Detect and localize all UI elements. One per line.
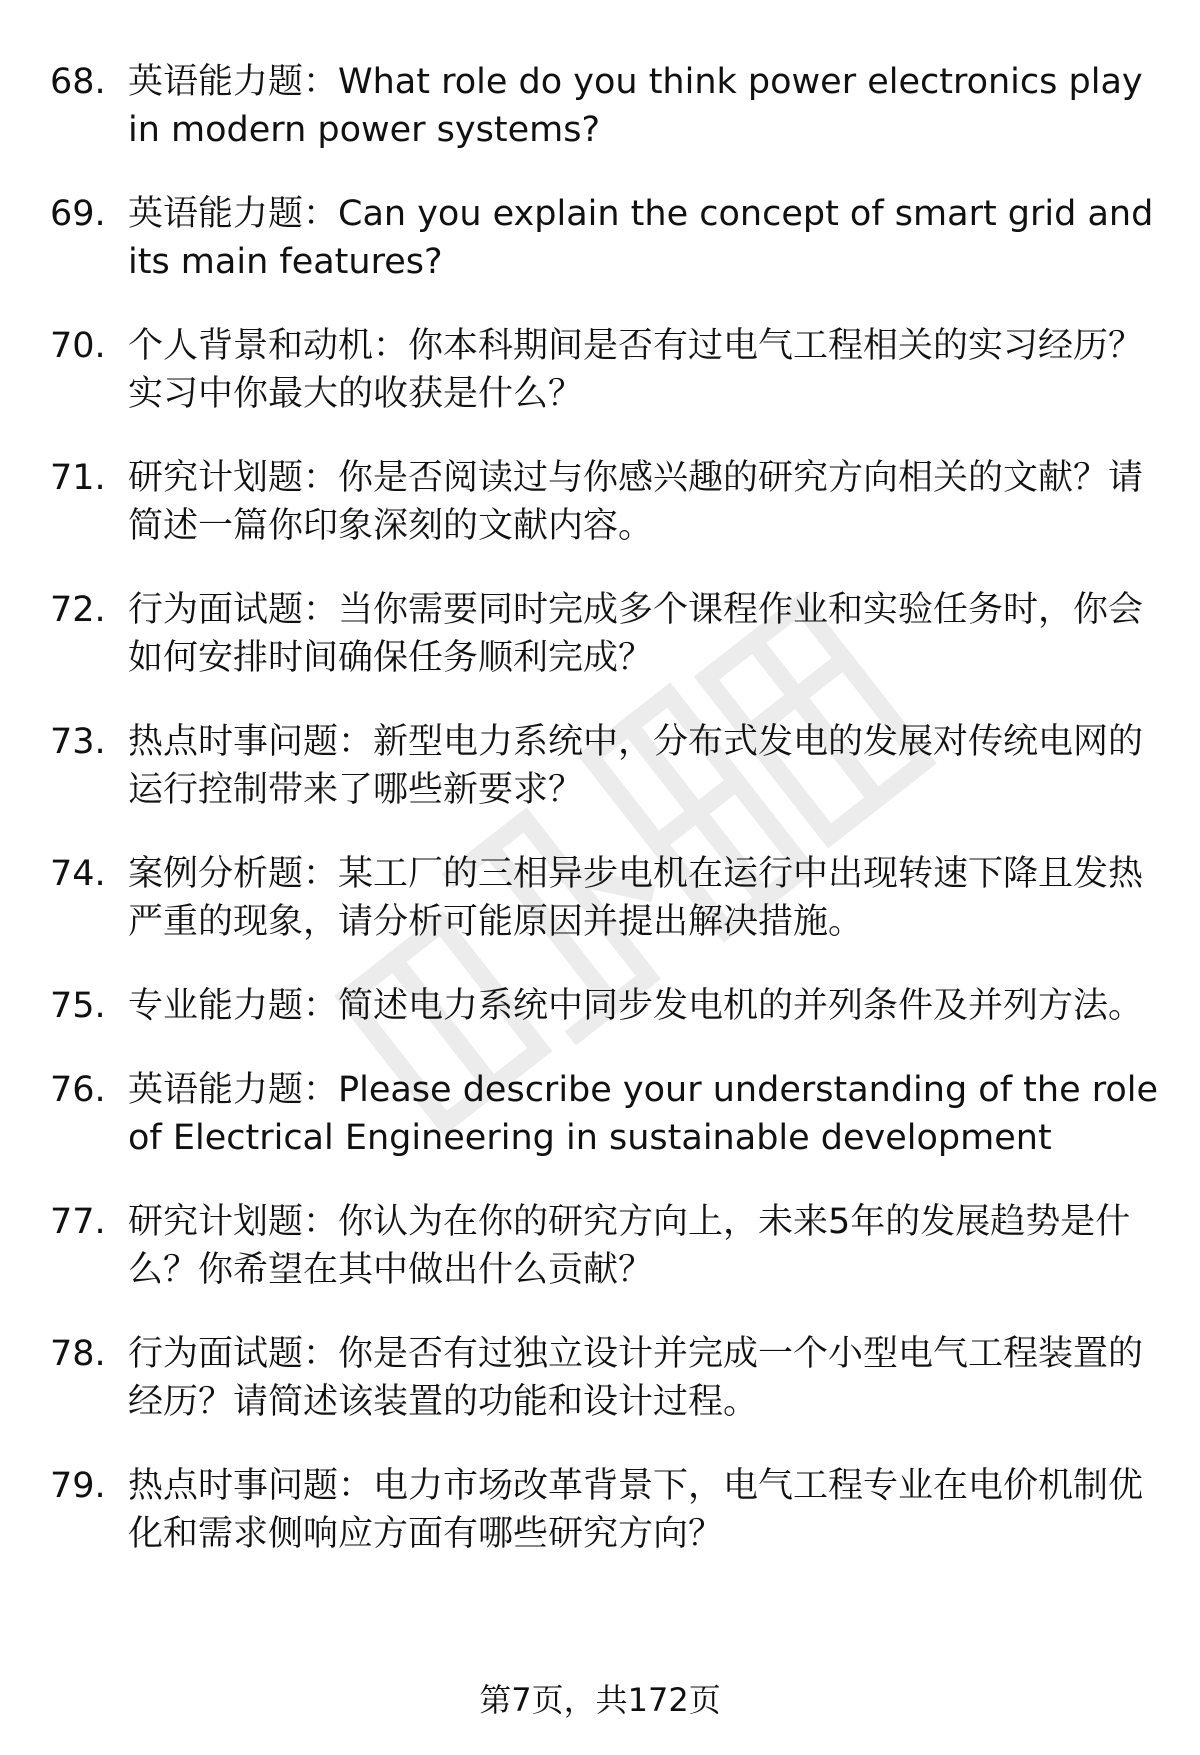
question-number: 79. <box>50 1466 106 1506</box>
question-number: 77. <box>50 1202 106 1242</box>
question-text: 案例分析题：某工厂的三相异步电机在运行中出现转速下降且发热严重的现象，请分析可能原因并提出解决措施。 <box>128 854 1144 942</box>
question-number: 71. <box>50 458 106 498</box>
question-item-76 <box>50 1066 1160 1162</box>
question-item-79 <box>50 1462 1160 1558</box>
question-number: 76. <box>50 1070 106 1110</box>
question-text: 个人背景和动机：你本科期间是否有过电气工程相关的实习经历？实习中你最大的收获是什么？ <box>128 326 1144 414</box>
question-number: 72. <box>50 590 106 630</box>
question-item-74 <box>50 850 1160 946</box>
question-text: 英语能力题：Can you explain the concept of smart grid and its main features? <box>128 194 1154 282</box>
question-item-70 <box>50 322 1160 418</box>
question-item-72 <box>50 586 1160 682</box>
question-text: 行为面试题：你是否有过独立设计并完成一个小型电气工程装置的经历？请简述该装置的功能和设计过程。 <box>128 1334 1144 1422</box>
question-item-77 <box>50 1198 1160 1294</box>
question-item-71 <box>50 454 1160 550</box>
question-text: 研究计划题：你认为在你的研究方向上，未来5年的发展趋势是什么？你希望在其中做出什么贡献？ <box>128 1202 1131 1290</box>
question-text: 英语能力题：What role do you think power electronics play in modern power systems? <box>128 62 1143 150</box>
question-list <box>50 58 1160 1594</box>
question-number: 69. <box>50 194 106 234</box>
question-item-78 <box>50 1330 1160 1426</box>
question-number: 68. <box>50 62 106 102</box>
page-footer: 第7页，共172页 <box>479 1681 721 1719</box>
question-number: 78. <box>50 1334 106 1374</box>
question-item-68 <box>50 58 1160 154</box>
question-number: 74. <box>50 854 106 894</box>
question-text: 专业能力题：简述电力系统中同步发电机的并列条件及并列方法。 <box>128 986 1144 1026</box>
question-item-69 <box>50 190 1160 286</box>
question-item-73 <box>50 718 1160 814</box>
question-number: 73. <box>50 722 106 762</box>
question-text: 研究计划题：你是否阅读过与你感兴趣的研究方向相关的文献？请简述一篇你印象深刻的文献内容。 <box>128 458 1144 546</box>
question-text: 热点时事问题：新型电力系统中，分布式发电的发展对传统电网的运行控制带来了哪些新要求？ <box>128 722 1144 810</box>
question-item-75 <box>50 982 1160 1030</box>
question-text: 热点时事问题：电力市场改革背景下，电气工程专业在电价机制优化和需求侧响应方面有哪些研究方向？ <box>128 1466 1144 1554</box>
question-text: 行为面试题：当你需要同时完成多个课程作业和实验任务时，你会如何安排时间确保任务顺利完成？ <box>128 590 1144 678</box>
question-number: 75. <box>50 986 106 1026</box>
question-text: 英语能力题：Please describe your understanding of the role of Electrical Engineering in sustainable development <box>128 1070 1159 1158</box>
question-number: 70. <box>50 326 106 366</box>
